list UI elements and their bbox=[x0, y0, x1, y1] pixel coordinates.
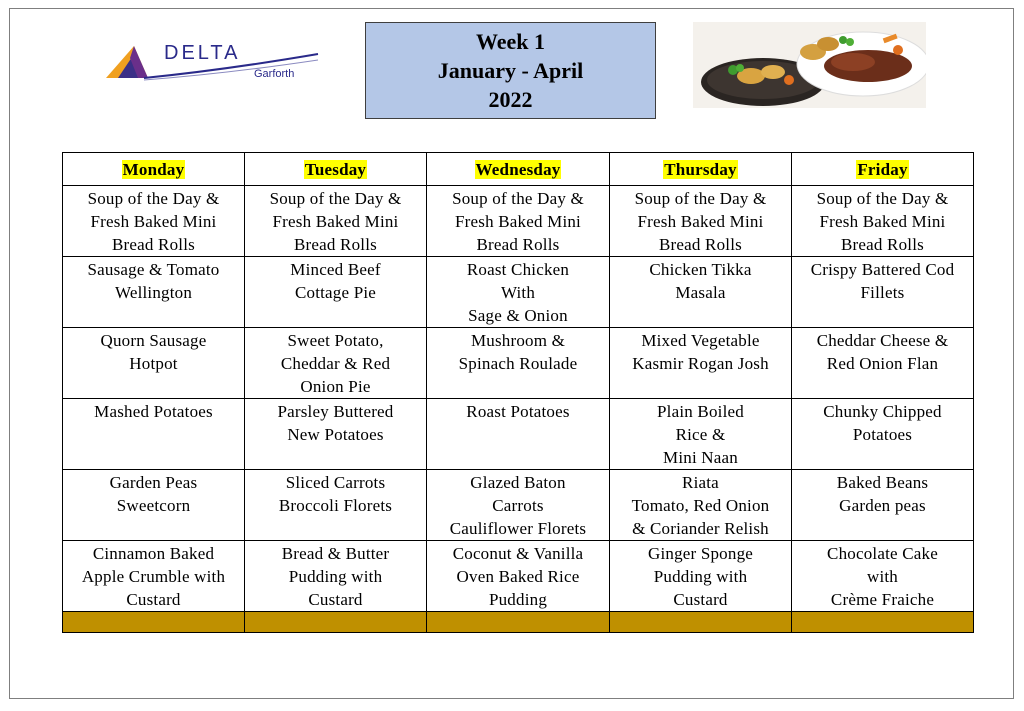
menu-cell: Mashed Potatoes bbox=[63, 399, 245, 470]
title-week: Week 1 bbox=[475, 29, 546, 54]
menu-cell: Chunky Chipped Potatoes bbox=[792, 399, 974, 470]
day-header-monday bbox=[63, 153, 245, 186]
day-header-row bbox=[63, 153, 974, 186]
menu-cell: Soup of the Day & Fresh Baked Mini Bread Rolls bbox=[63, 186, 245, 257]
menu-cell: Roast Potatoes bbox=[427, 399, 610, 470]
day-header-thursday bbox=[610, 153, 792, 186]
menu-cell: Mushroom & Spinach Roulade bbox=[427, 328, 610, 399]
menu-cell: Soup of the Day & Fresh Baked Mini Bread Rolls bbox=[427, 186, 610, 257]
roast-dinner-plate-image bbox=[693, 22, 926, 108]
day-label: Tuesday bbox=[304, 159, 367, 179]
menu-cell: Roast Chicken With Sage & Onion bbox=[427, 257, 610, 328]
menu-row-vegetarian bbox=[63, 328, 974, 399]
menu-cell: Mixed Vegetable Kasmir Rogan Josh bbox=[610, 328, 792, 399]
menu-cell: Ginger Sponge Pudding with Custard bbox=[610, 541, 792, 612]
menu-cell: Parsley Buttered New Potatoes bbox=[245, 399, 427, 470]
menu-row-dessert bbox=[63, 541, 974, 612]
menu-cell: Cinnamon Baked Apple Crumble with Custard bbox=[63, 541, 245, 612]
menu-row-soup bbox=[63, 186, 974, 257]
menu-cell: Garden Peas Sweetcorn bbox=[63, 470, 245, 541]
logo-location: Garforth bbox=[254, 68, 295, 80]
day-header-friday bbox=[792, 153, 974, 186]
menu-cell: Sliced Carrots Broccoli Florets bbox=[245, 470, 427, 541]
menu-cell: Chicken Tikka Masala bbox=[610, 257, 792, 328]
footer-bar-row bbox=[63, 612, 974, 633]
footer-bar-cell bbox=[427, 612, 610, 633]
footer-bar-cell bbox=[610, 612, 792, 633]
title-box bbox=[365, 22, 656, 119]
weekly-menu-table bbox=[62, 152, 974, 633]
title-term: January - April bbox=[437, 58, 584, 83]
menu-cell: Crispy Battered Cod Fillets bbox=[792, 257, 974, 328]
delta-logo bbox=[104, 40, 324, 88]
day-label: Thursday bbox=[664, 159, 737, 179]
day-label: Monday bbox=[122, 159, 185, 179]
footer-bar-cell bbox=[63, 612, 245, 633]
menu-row-vegetables bbox=[63, 470, 974, 541]
menu-cell: Soup of the Day & Fresh Baked Mini Bread Rolls bbox=[610, 186, 792, 257]
menu-cell: Coconut & Vanilla Oven Baked Rice Pudding bbox=[427, 541, 610, 612]
menu-cell: Sweet Potato, Cheddar & Red Onion Pie bbox=[245, 328, 427, 399]
menu-cell: Chocolate Cake with Crème Fraiche bbox=[792, 541, 974, 612]
title-year: 2022 bbox=[488, 87, 533, 112]
day-label: Friday bbox=[857, 159, 908, 179]
menu-cell: Bread & Butter Pudding with Custard bbox=[245, 541, 427, 612]
menu-cell: Glazed Baton Carrots Cauliflower Florets bbox=[427, 470, 610, 541]
menu-row-main bbox=[63, 257, 974, 328]
menu-cell: Sausage & Tomato Wellington bbox=[63, 257, 245, 328]
menu-cell: Riata Tomato, Red Onion & Coriander Relish bbox=[610, 470, 792, 541]
menu-row-potatoes bbox=[63, 399, 974, 470]
menu-cell: Baked Beans Garden peas bbox=[792, 470, 974, 541]
day-label: Wednesday bbox=[475, 159, 561, 179]
day-header-wednesday bbox=[427, 153, 610, 186]
menu-cell: Minced Beef Cottage Pie bbox=[245, 257, 427, 328]
menu-cell: Soup of the Day & Fresh Baked Mini Bread Rolls bbox=[245, 186, 427, 257]
day-header-tuesday bbox=[245, 153, 427, 186]
logo-name: DELTA bbox=[164, 42, 241, 64]
menu-cell: Cheddar Cheese & Red Onion Flan bbox=[792, 328, 974, 399]
footer-bar-cell bbox=[792, 612, 974, 633]
menu-cell: Soup of the Day & Fresh Baked Mini Bread Rolls bbox=[792, 186, 974, 257]
footer-bar-cell bbox=[245, 612, 427, 633]
menu-cell: Quorn Sausage Hotpot bbox=[63, 328, 245, 399]
menu-cell: Plain Boiled Rice & Mini Naan bbox=[610, 399, 792, 470]
